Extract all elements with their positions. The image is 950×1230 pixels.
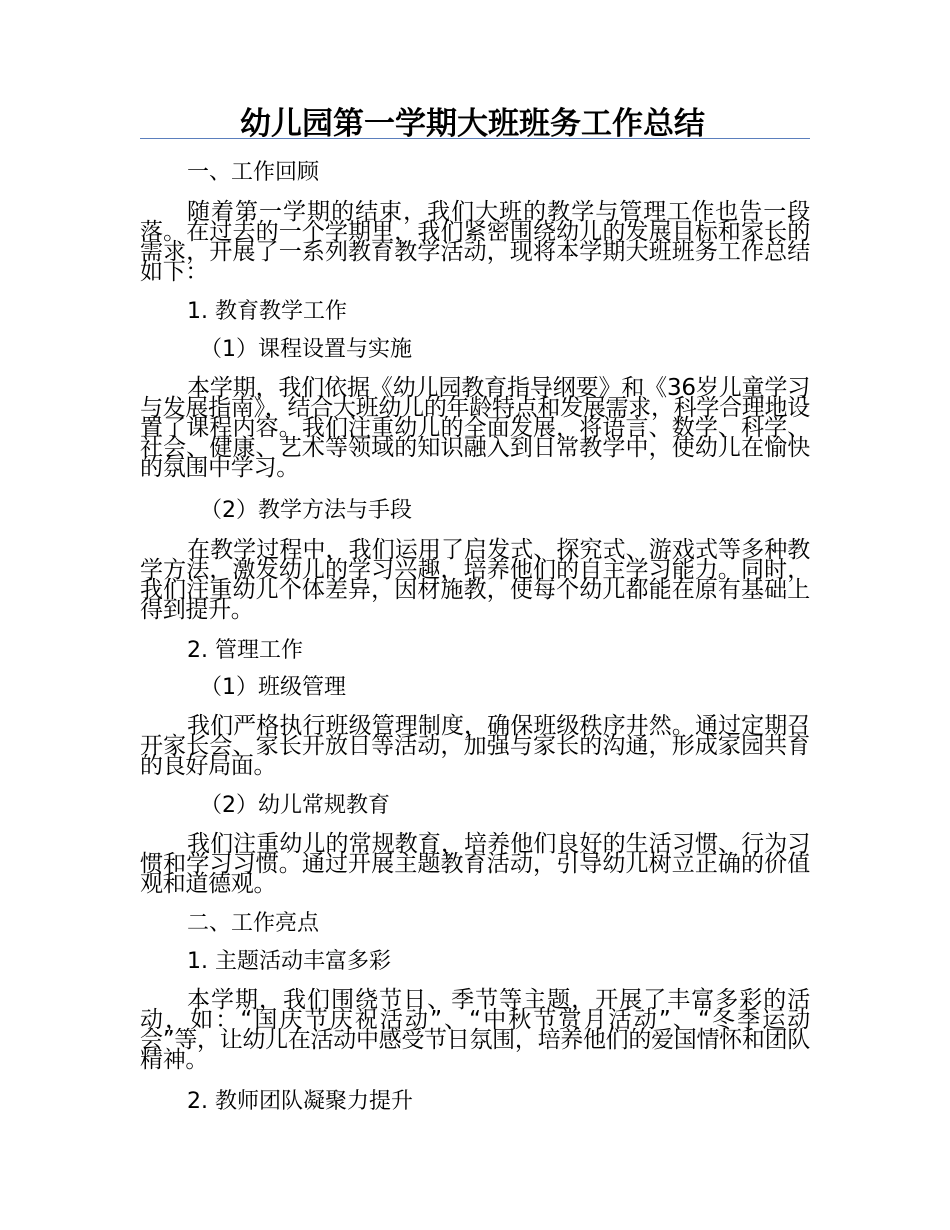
paragraph-class: 我们严格执行班级管理制度，确保班级秩序井然。通过定期召开家长会、家长开放日等活动，加强与家长的沟通，形成家园共育的良好局面。 <box>140 713 810 779</box>
subheading-themes: 1. 主题活动丰富多彩 <box>187 949 391 974</box>
paragraph-intro: 随着第一学期的结束，我们大班的教学与管理工作也告一段落。在过去的一个学期里，我们紧密围绕幼儿的发展目标和家长的需求，开展了一系列教育教学活动，现将本学期大班班务工作总结如下： <box>140 199 810 285</box>
subsubheading-methods: （2）教学方法与手段 <box>200 498 412 523</box>
section-heading-highlights: 二、工作亮点 <box>187 911 320 936</box>
paragraph-methods: 在教学过程中，我们运用了启发式、探究式、游戏式等多种教学方法，激发幼儿的学习兴趣，培养他们的自主学习能力。同时，我们注重幼儿个体差异，因材施教，使每个幼儿都能在原有基础上得到提升。 <box>140 537 810 623</box>
section-heading-review: 一、工作回顾 <box>187 160 320 185</box>
subsubheading-class: （1）班级管理 <box>200 675 346 700</box>
subheading-teaching: 1. 教育教学工作 <box>187 299 347 324</box>
document-title: 幼儿园第一学期大班班务工作总结 <box>240 106 705 142</box>
subheading-management: 2. 管理工作 <box>187 638 303 663</box>
subheading-team: 2. 教师团队凝聚力提升 <box>187 1089 413 1114</box>
paragraph-curriculum: 本学期，我们依据《幼儿园教育指导纲要》和《36岁儿童学习与发展指南》，结合大班幼儿的年龄特点和发展需求，科学合理地设置了课程内容。我们注重幼儿的全面发展，将语言、数学、科学、社会、健康、艺术等领域的知识融入到日常教学中，使幼儿在愉快的氛围中学习。 <box>140 375 810 481</box>
subsubheading-routine: （2）幼儿常规教育 <box>200 793 390 818</box>
subsubheading-curriculum: （1）课程设置与实施 <box>200 337 412 362</box>
title-underline <box>140 138 810 139</box>
paragraph-themes: 本学期，我们围绕节日、季节等主题，开展了丰富多彩的活动，如：“国庆节庆祝活动”、“中秋节赏月活动”、“冬季运动会”等，让幼儿在活动中感受节日氛围，培养他们的爱国情怀和团队精神。 <box>140 987 810 1073</box>
paragraph-routine: 我们注重幼儿的常规教育，培养他们良好的生活习惯、行为习惯和学习习惯。通过开展主题教育活动，引导幼儿树立正确的价值观和道德观。 <box>140 831 810 897</box>
